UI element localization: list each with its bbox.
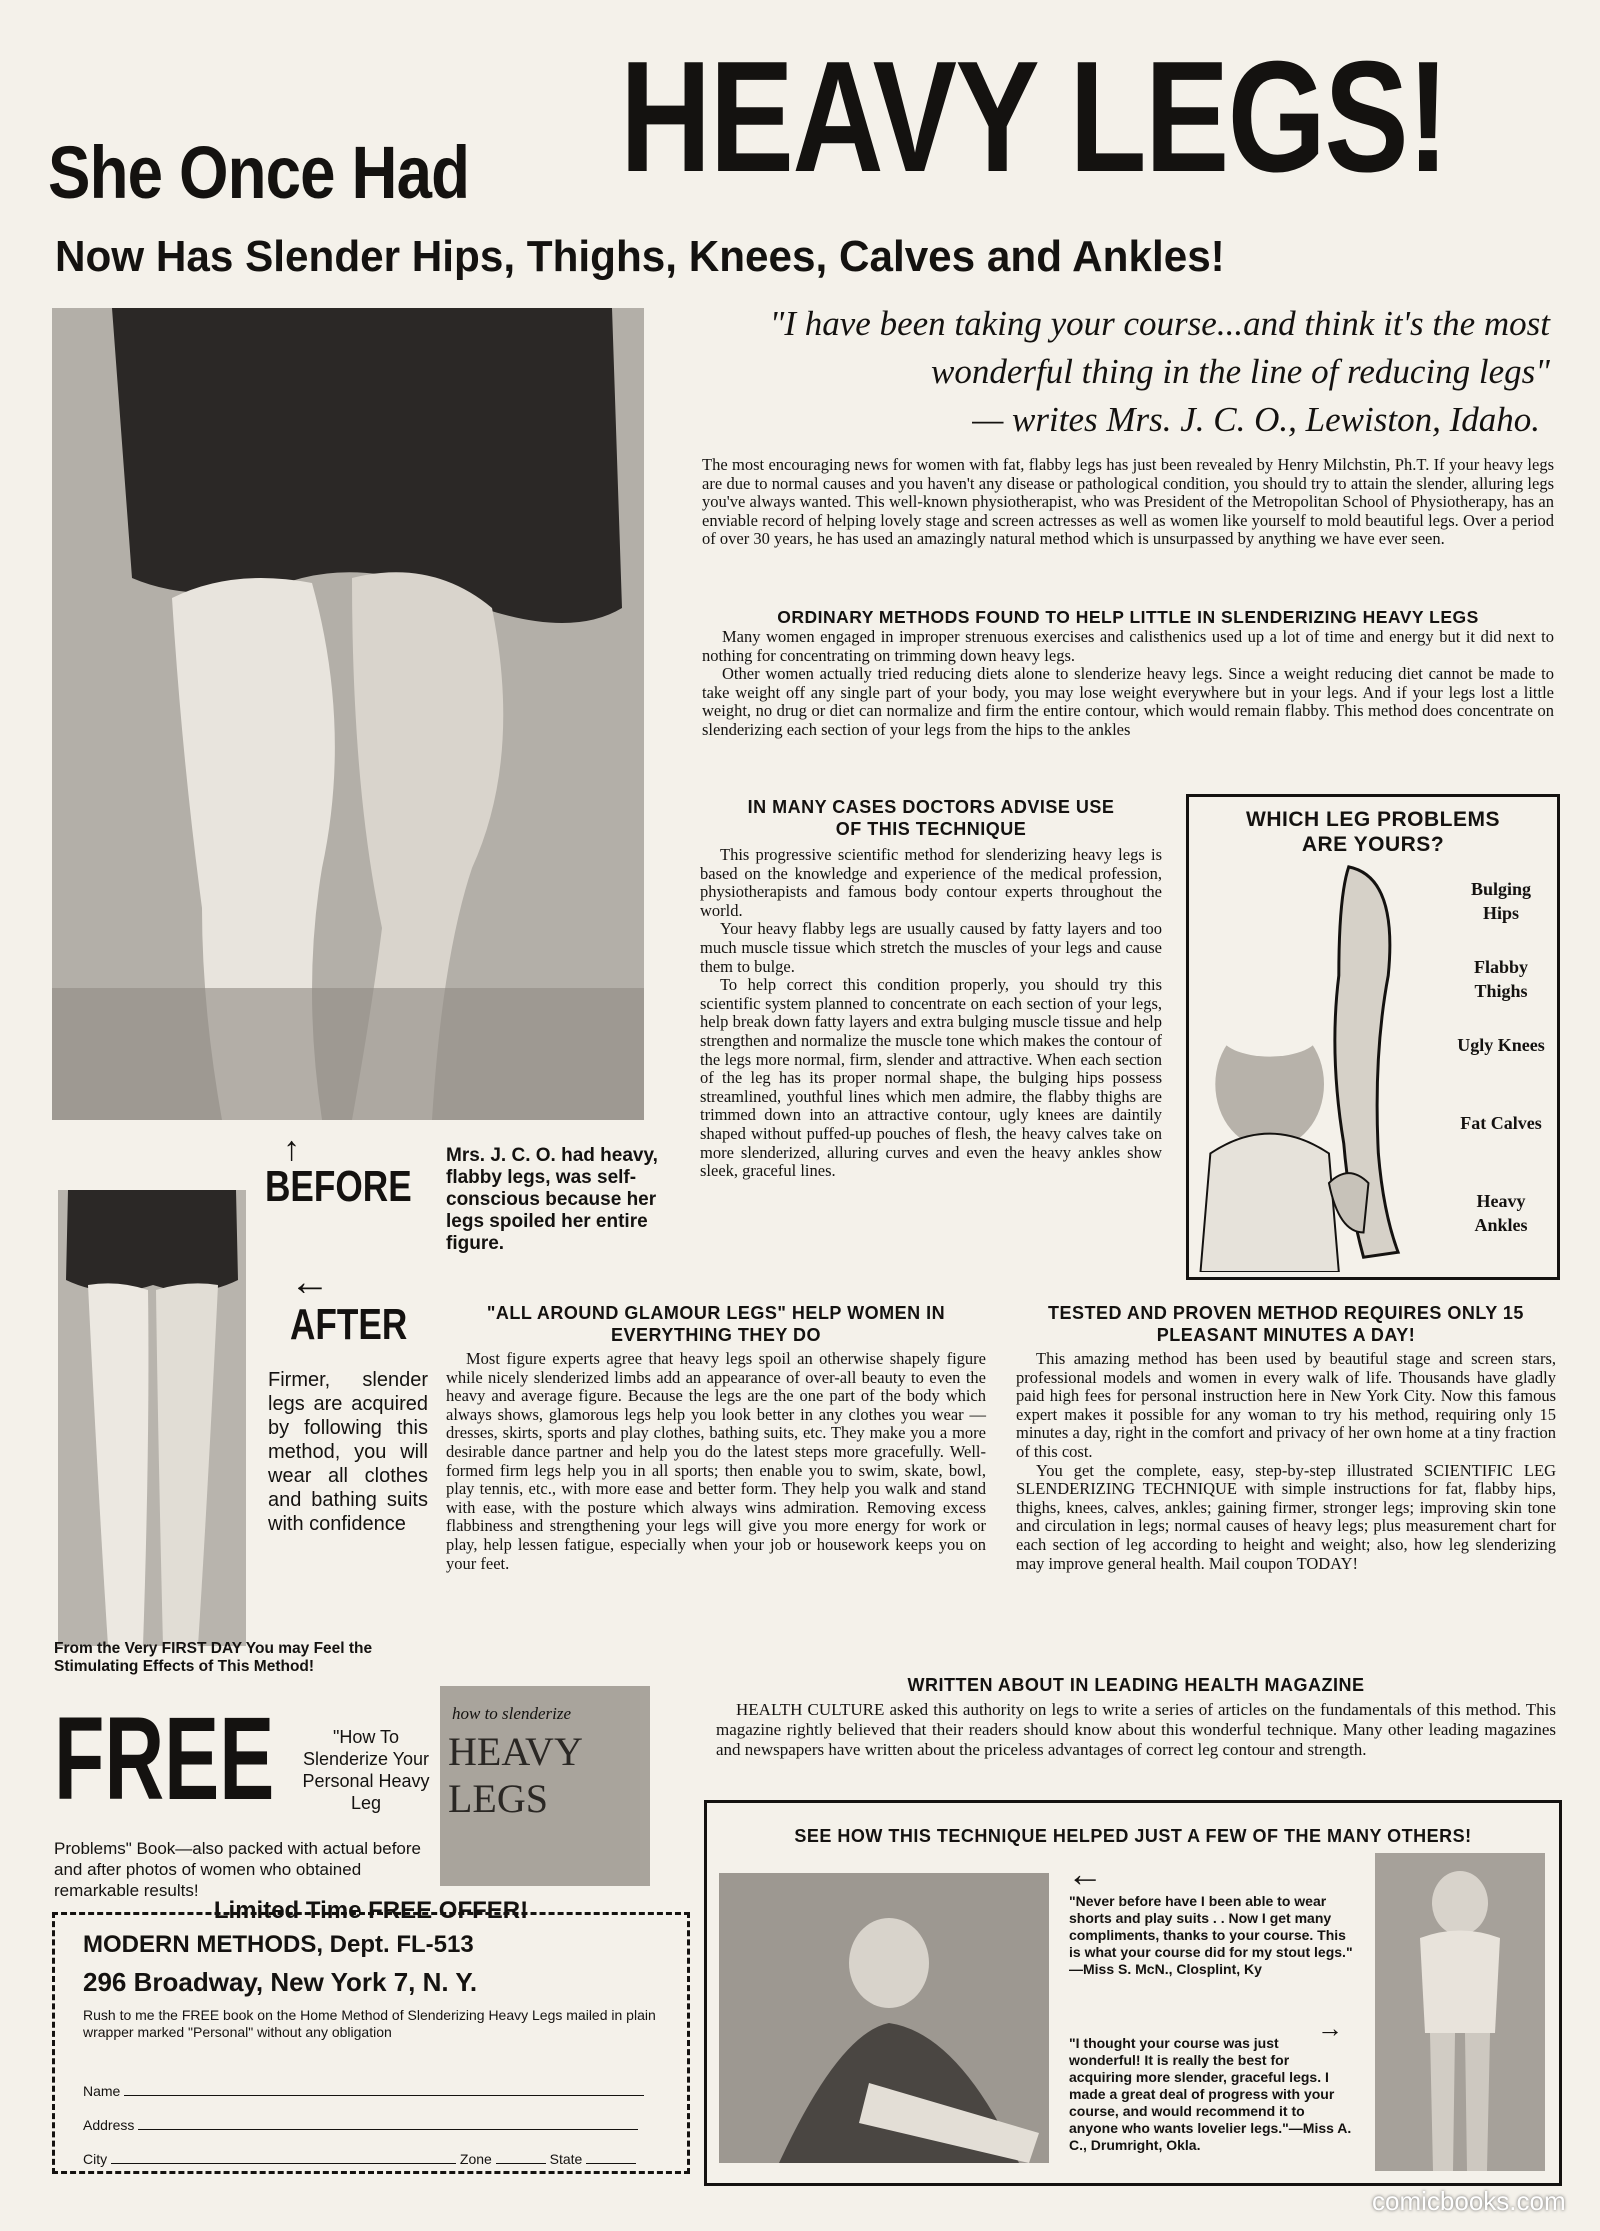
- testimonial-quote: [660, 300, 1550, 444]
- man-with-leg-illustration: [1199, 857, 1449, 1272]
- section-glamour: [446, 1302, 986, 1573]
- section-tested: [1016, 1302, 1556, 1573]
- coupon-address-label: Address: [83, 2117, 135, 2133]
- watermark: comicbooks.com: [1372, 2186, 1566, 2216]
- free-book-top-text: how to slenderize: [452, 1704, 571, 1723]
- leg-problems-box: [1186, 794, 1560, 1280]
- headline-subtitle: Now Has Slender Hips, Thighs, Knees, Calves and Ankles!: [55, 232, 1225, 281]
- testimonial-quote-text: "I have been taking your course...and think it's the most wonderful thing in the line of reducing legs": [769, 304, 1550, 391]
- testimonial-quote-attribution: — writes Mrs. J. C. O., Lewiston, Idaho.: [972, 400, 1540, 439]
- coupon-zone-label: Zone: [459, 2151, 492, 2167]
- leg-problem-item: Ugly Knees: [1457, 1035, 1545, 1055]
- arrow-left-icon: ←: [1067, 1853, 1103, 1894]
- free-big-word: FREE: [54, 1693, 275, 1825]
- section-magazine: [716, 1674, 1556, 1760]
- others-photo-2: [1375, 1853, 1545, 2171]
- leg-problem-item: Bulging Hips: [1470, 879, 1532, 923]
- others-testimonial-1: "Never before have I been able to wear shorts and play suits . . Now I get many compliments, thanks to your course. This is what your course did for my stout legs." —Miss S. McN., Closplint, Ky: [1069, 1893, 1353, 1977]
- free-offer-text-b: Problems" Book—also packed with actual before and after photos of women who obtained remarkable results!: [54, 1839, 422, 1900]
- order-coupon: [52, 1897, 690, 2174]
- coupon-name-row: [83, 2083, 673, 2099]
- section-tested-heading: TESTED AND PROVEN METHOD REQUIRES ONLY 15 PLEASANT MINUTES A DAY!: [1048, 1303, 1524, 1345]
- others-photo-1-illustration: [719, 1873, 1049, 2163]
- section-doctors-p1: This progressive scientific method for slenderizing heavy legs is based on the knowledge and experience of the medical profession, physiotherapists and famous body contour experts throughout the world.: [700, 845, 1162, 920]
- section-ordinary-p2: Other women actually tried reducing diets alone to slenderize heavy legs. Since a weight reducing diet cannot be made to take weight off any single part of your body, you may lose weight everywhere but in your legs. And if your legs lost a little weight, no drug or diet can normalize and firm the entire contour, which would remain flabby. This method does concentrate on slenderizing each section of your legs from the hips to the ankles: [702, 664, 1554, 739]
- before-label: BEFORE: [265, 1162, 412, 1211]
- others-photo-2-illustration: [1375, 1853, 1545, 2171]
- arrow-right-icon: →: [1317, 2013, 1343, 2043]
- section-doctors-heading: IN MANY CASES DOCTORS ADVISE USE OF THIS TECHNIQUE: [747, 797, 1115, 839]
- headline-she-once-had: She Once Had: [48, 131, 470, 214]
- coupon-name-field[interactable]: [124, 2095, 644, 2096]
- free-offer-text-a: "How To Slenderize Your Personal Heavy Leg: [302, 1727, 430, 1813]
- coupon-state-label: State: [549, 2151, 583, 2167]
- others-heading: SEE HOW THIS TECHNIQUE HELPED JUST A FEW OF THE MANY OTHERS!: [794, 1826, 1472, 1846]
- before-photo: [52, 308, 644, 1120]
- after-legs-illustration: [58, 1190, 246, 1646]
- intro-paragraph: The most encouraging news for women with fat, flabby legs has just been revealed by Henry Milchstin, Ph.T. If your heavy legs are due to normal causes and you haven't any disease or pathological condition, you should try to attain the slender, alluring legs you've always wanted. This well-known physiotherapist, who was President of the Metropolitan School of Physiotherapy, has an enviable record of helping lovely stage and screen actresses as well as women like yourself to mold beautiful legs. Over a period of over 30 years, he has used an amazingly natural method which is unsurpassed by anything we have ever seen.: [702, 455, 1554, 549]
- after-caption: Firmer, slender legs are acquired by following this method, you will wear all clothes and bathing suits with confidence: [268, 1369, 428, 1535]
- after-label: AFTER: [290, 1300, 408, 1349]
- section-tested-p2: You get the complete, easy, step-by-step illustrated SCIENTIFIC LEG SLENDERIZING TECHNIQUE with simple instructions for fat, flabby hips, thighs, knees, calves, ankles; gaining firmer, stronger legs; improving skin tone and circulation in legs; normal causes of heavy legs; plus measurement chart for each section of leg according to height and weight; also, how leg slenderizing may improve general health. Mail coupon TODAY!: [1016, 1460, 1556, 1573]
- free-book-image: [440, 1686, 650, 1886]
- coupon-name-label: Name: [83, 2083, 121, 2099]
- others-testimonial-2: "I thought your course was just wonderful! It is really the best for acquiring more slender, graceful legs. I made a great deal of progress with your course, and would recommend it to anyone who wants lovelier legs."—Miss A. C., Drumright, Okla.: [1069, 2035, 1352, 2153]
- free-book-title: HEAVY LEGS: [448, 1729, 582, 1821]
- leg-problem-item: Heavy Ankles: [1474, 1191, 1528, 1235]
- section-glamour-text: Most figure experts agree that heavy legs spoil an otherwise shapely figure while nicely slenderized limbs add an appearance of over-all beauty to even the heavy and average figure. Because the legs are the one part of the body which always shows, glamorous legs help you look better in any clothes you wear — dresses, skirts, sports and play clothes, bathing suits, etc. They make you a more desirable dance partner and help you do the latest steps more gracefully. Well-formed firm legs help you in all sports; then enable you to swim, skate, bowl, play tennis, etc., with more ease and better form. They help you walk and stand with ease, with the posture which always wins admiration. Removing excess flabbiness and strengthening your legs will give you more energy for work or play, help lessen fatigue, especially when your job or housework keeps you on your feet.: [446, 1349, 986, 1573]
- coupon-state-field[interactable]: [586, 2163, 636, 2164]
- others-photo-1: [719, 1873, 1049, 2163]
- leg-problem-item: Fat Calves: [1460, 1113, 1542, 1133]
- coupon-address: 296 Broadway, New York 7, N. Y.: [83, 1967, 478, 1997]
- coupon-address-row: [83, 2117, 673, 2133]
- section-doctors-p3: To help correct this condition properly, you should try this scientific system planned to concentrate on each section of your legs, help break down fatty layers and extra bulging muscle tissue and help strengthen and normalize the muscle tone which makes the contour of the legs more normal, firm, slender and attractive. When each section of the leg has its proper normal shape, the bulging hips possess streamlined, youthful lines which men admire, the flabby thighs are trimmed down into an attractive contour, ugly knees are daintily shaped without puffed-up pouches of flesh, the heavy calves take on more slenderized, alluring curves and even the heavy ankles show sleek, graceful lines.: [700, 975, 1162, 1181]
- section-tested-p1: This amazing method has been used by beautiful stage and screen stars, professional models and women in every walk of life. Thousands have gladly paid high fees for personal instruction here in New York City. Now this famous expert makes it possible for any woman to try his method, requiring only 15 minutes a day, right in the comfort and privacy of her own home at a tiny fraction of this cost.: [1016, 1349, 1556, 1461]
- coupon-city-field[interactable]: [111, 2163, 456, 2164]
- coupon-zone-field[interactable]: [496, 2163, 546, 2164]
- section-glamour-heading: "ALL AROUND GLAMOUR LEGS" HELP WOMEN IN EVERYTHING THEY DO: [486, 1303, 946, 1345]
- coupon-banner: Limited Time FREE OFFER!: [213, 1897, 529, 1924]
- section-ordinary-heading: ORDINARY METHODS FOUND TO HELP LITTLE IN SLENDERIZING HEAVY LEGS: [777, 607, 1479, 627]
- leg-problem-item: Flabby Thighs: [1473, 957, 1529, 1001]
- coupon-address-field[interactable]: [138, 2129, 638, 2130]
- after-photo: [58, 1190, 246, 1646]
- leg-problems-title: WHICH LEG PROBLEMS ARE YOURS?: [1246, 808, 1500, 856]
- before-legs-illustration: [52, 308, 644, 1120]
- section-magazine-text: HEALTH CULTURE asked this authority on legs to write a series of articles on the fundamentals of this method. This magazine rightly believed that their readers should know about this wonderful technique. Many other leading magazines and newspapers have written about the priceless advantages of correct leg contour and strength.: [716, 1700, 1556, 1759]
- leg-problem-list: [1451, 877, 1551, 1267]
- section-ordinary-p1: Many women engaged in improper strenuous exercises and calisthenics used up a lot of time and energy but it did next to nothing for concentrating on trimming down heavy legs.: [702, 627, 1554, 665]
- arrow-up-icon: ↑: [283, 1130, 300, 1168]
- headline-heavy-legs: HEAVY LEGS!: [620, 29, 1448, 205]
- others-box: [704, 1800, 1562, 2186]
- first-day-note: From the Very FIRST DAY You may Feel the Stimulating Effects of This Method!: [54, 1640, 373, 1675]
- coupon-city-row: [83, 2151, 683, 2167]
- coupon-instructions: Rush to me the FREE book on the Home Method of Slenderizing Heavy Legs mailed in plain wrapper marked "Personal" without any obligation: [83, 2007, 656, 2040]
- section-doctors-p2: Your heavy flabby legs are usually caused by fatty layers and too much muscle tissue which stretch the muscles of your legs and cause them to bulge.: [700, 919, 1162, 976]
- section-doctors: [700, 796, 1162, 1181]
- before-caption: Mrs. J. C. O. had heavy, flabby legs, was self-conscious because her legs spoiled her entire figure.: [446, 1145, 658, 1254]
- arrow-left-icon: ←: [290, 1260, 330, 1304]
- section-magazine-heading: WRITTEN ABOUT IN LEADING HEALTH MAGAZINE: [907, 1675, 1365, 1695]
- coupon-city-label: City: [83, 2151, 108, 2167]
- section-ordinary-methods: [702, 606, 1554, 740]
- coupon-company: MODERN METHODS, Dept. FL-513: [83, 1931, 474, 1958]
